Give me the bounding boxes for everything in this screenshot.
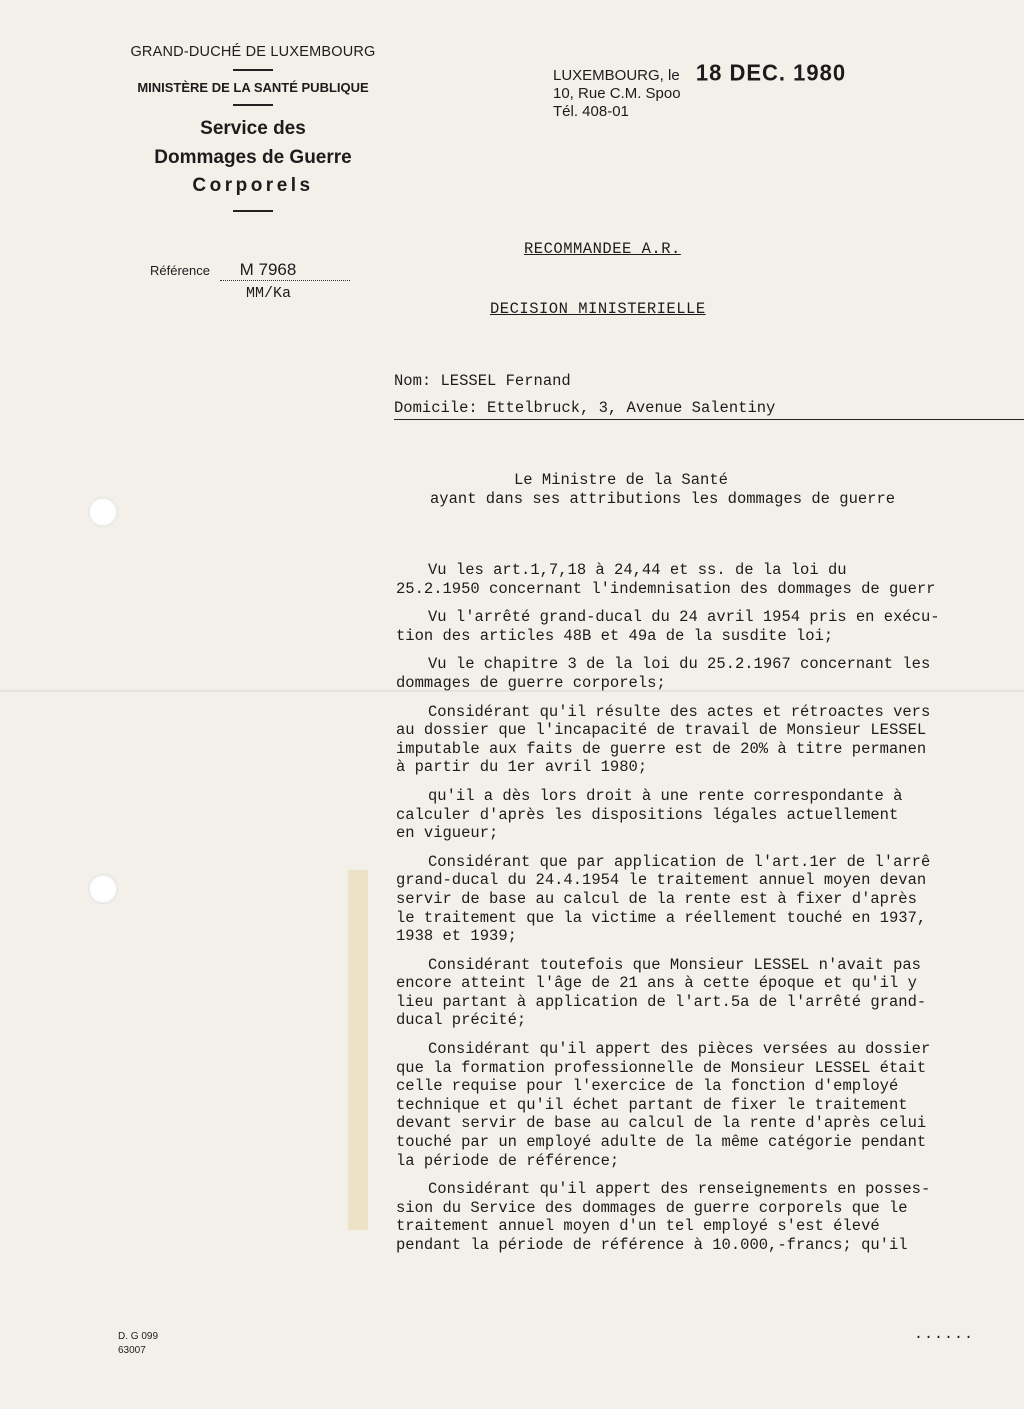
body-paragraph xyxy=(396,561,1024,598)
body-line: au dossier que l'incapacité de travail de Monsieur LESSEL xyxy=(396,721,927,740)
body-line: Considérant que par application de l'art.1er de l'arrê xyxy=(428,852,931,871)
phone: Tél. 408-01 xyxy=(553,103,629,120)
recipient-name: Nom: LESSEL Fernand xyxy=(394,372,571,390)
body-line: devant servir de base au calcul de la rente d'après celui xyxy=(396,1114,927,1133)
decision-body xyxy=(396,561,1024,1265)
service-line: Dommages de Guerre xyxy=(154,146,352,168)
body-line: 25.2.1950 concernant l'indemnisation des dommages de guerr xyxy=(396,579,936,598)
form-code-line: D. G 099 xyxy=(118,1331,159,1342)
punch-hole xyxy=(88,497,118,527)
body-line: 1938 et 1939; xyxy=(396,927,517,946)
reference-value: M 7968 xyxy=(220,260,350,281)
body-line: tion des articles 48B et 49a de la susdite loi; xyxy=(396,626,834,645)
divider xyxy=(233,69,273,71)
body-line: sion du Service des dommages de guerre corporels que le xyxy=(396,1198,908,1217)
registered-heading: RECOMMANDEE A.R. xyxy=(524,240,681,258)
date-block xyxy=(553,59,847,121)
body-line: la période de référence; xyxy=(396,1151,620,1170)
letterhead-country: GRAND-DUCHÉ DE LUXEMBOURG xyxy=(130,44,376,60)
body-paragraph xyxy=(396,655,1024,692)
body-line: calculer d'après les dispositions légales actuellement xyxy=(396,805,899,824)
body-line: Considérant qu'il appert des renseignements en posses- xyxy=(428,1180,931,1199)
body-line: servir de base au calcul de la rente est à fixer d'après xyxy=(396,889,917,908)
body-line: touché par un employé adulte de la même catégorie pendant xyxy=(396,1133,927,1152)
body-line: encore atteint l'âge de 21 ans à cette époque et qu'il y xyxy=(396,974,917,993)
date-stamp: 18 DEC. 1980 xyxy=(695,59,847,86)
reference-line xyxy=(150,260,350,281)
body-line: Considérant toutefois que Monsieur LESSEL n'avait pas xyxy=(428,955,921,974)
body-paragraph xyxy=(396,1040,1024,1170)
body-paragraph xyxy=(396,608,1024,645)
body-paragraph xyxy=(396,956,1024,1030)
body-line: lieu partant à application de l'art.5a de l'arrêté grand- xyxy=(396,992,927,1011)
body-paragraph xyxy=(396,853,1024,946)
body-line: le traitement que la victime a réellement touché en 1937, xyxy=(396,908,927,927)
divider xyxy=(233,104,273,106)
punch-hole xyxy=(88,874,118,904)
minister-title: Le Ministre de la Santé xyxy=(514,471,728,489)
body-line: traitement annuel moyen d'un tel employé s'est élevé xyxy=(396,1217,880,1236)
body-line: imputable aux faits de guerre est de 20% à titre permanen xyxy=(396,739,927,758)
letterhead-ministry: MINISTÈRE DE LA SANTÉ PUBLIQUE xyxy=(137,80,369,95)
body-line: grand-ducal du 24.4.1954 le traitement annuel moyen devan xyxy=(396,871,927,890)
service-line: Corporels xyxy=(192,175,314,196)
reference-initials: MM/Ka xyxy=(246,285,292,302)
body-line: en vigueur; xyxy=(396,824,499,843)
body-line: celle requise pour l'exercice de la fonction d'employé xyxy=(396,1077,899,1096)
form-code-line: 63007 xyxy=(118,1345,146,1356)
body-paragraph xyxy=(396,787,1024,843)
minister-attributions: ayant dans ses attributions les dommages de guerre xyxy=(430,490,896,508)
form-code xyxy=(118,1330,158,1358)
place-label: LUXEMBOURG, le xyxy=(553,67,680,84)
body-line: dommages de guerre corporels; xyxy=(396,673,666,692)
body-line: à partir du 1er avril 1980; xyxy=(396,758,648,777)
minister-block xyxy=(430,471,895,509)
body-paragraph xyxy=(396,703,1024,777)
body-line: Vu les art.1,7,18 à 24,44 et ss. de la loi du xyxy=(428,561,847,579)
body-line: Vu l'arrêté grand-ducal du 24 avril 1954 pris en exécu- xyxy=(428,608,940,627)
recipient-domicile: Domicile: Ettelbruck, 3, Avenue Salentiny xyxy=(394,399,1024,420)
body-line: qu'il a dès lors droit à une rente correspondante à xyxy=(428,786,903,805)
continuation-dots: ...... xyxy=(914,1326,975,1343)
decision-heading: DECISION MINISTERIELLE xyxy=(490,300,706,318)
body-line: ducal précité; xyxy=(396,1011,527,1030)
address: 10, Rue C.M. Spoo xyxy=(553,85,681,102)
tape-strip xyxy=(348,870,368,1230)
reference-label: Référence xyxy=(150,263,210,278)
letterhead xyxy=(118,44,388,221)
body-line: que la formation professionnelle de Monsieur LESSEL était xyxy=(396,1058,927,1077)
body-line: technique et qu'il échet partant de fixer le traitement xyxy=(396,1095,908,1114)
divider xyxy=(233,210,273,212)
body-paragraph xyxy=(396,1180,1024,1254)
letterhead-service xyxy=(118,115,388,201)
body-line: Considérant qu'il résulte des actes et rétroactes vers xyxy=(428,702,931,721)
body-line: Considérant qu'il appert des pièces versées au dossier xyxy=(428,1040,931,1059)
body-line: pendant la période de référence à 10.000,-francs; qu'il xyxy=(396,1236,908,1254)
body-line: Vu le chapitre 3 de la loi du 25.2.1967 concernant les xyxy=(428,655,931,674)
service-line: Service des xyxy=(200,118,306,139)
